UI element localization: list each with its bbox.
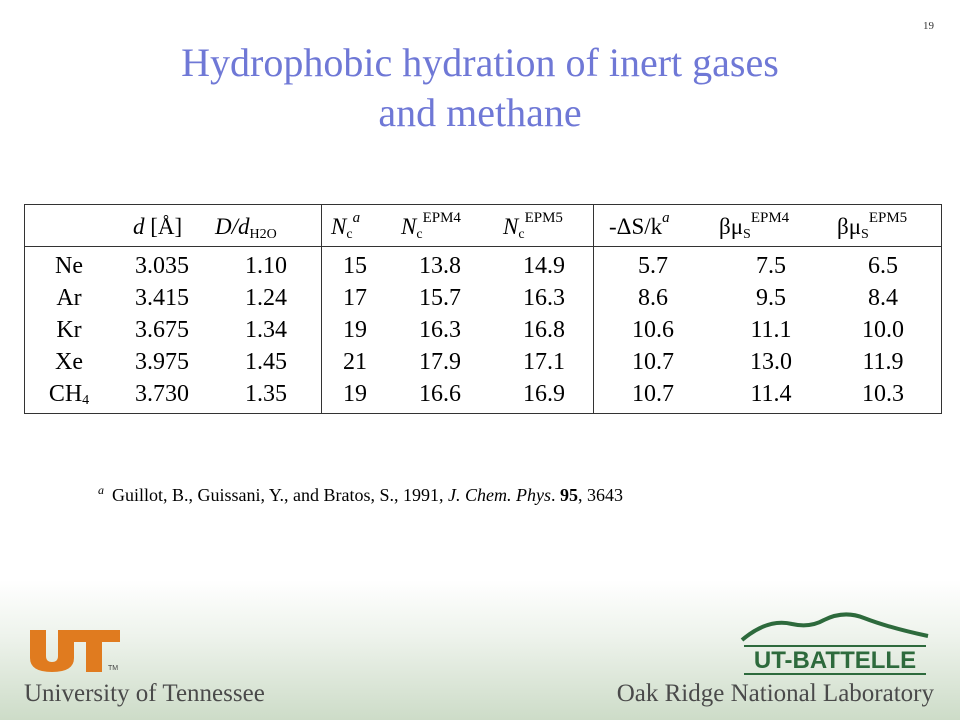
cell-d: 3.675 (135, 317, 189, 343)
citation-authors: Guillot, B., Guissani, Y., and Bratos, S., 1991, (112, 485, 444, 505)
header-divider (25, 246, 941, 247)
header-d-symbol: d (133, 214, 145, 239)
header-nc-epm5 (503, 209, 563, 245)
cell-beta-epm5: 10.3 (862, 381, 904, 407)
cell-d: 3.415 (135, 285, 189, 311)
data-table (24, 204, 942, 414)
cell-gas (39, 378, 99, 410)
cell-nc: 19 (343, 381, 367, 407)
cell-nc-epm4: 16.6 (419, 381, 461, 407)
gas-symbol: Xe (55, 349, 83, 375)
cell-beta-epm5: 8.4 (868, 285, 898, 311)
cell-nc-epm5: 17.1 (523, 349, 565, 375)
header-entropy-symbol: -ΔS/k (609, 214, 663, 239)
title-line-2: and methane (378, 90, 582, 135)
cell-nc: 21 (343, 349, 367, 375)
table-row (25, 378, 941, 410)
cell-d: 3.975 (135, 349, 189, 375)
cell-d: 3.730 (135, 381, 189, 407)
lab-name: Oak Ridge National Laboratory (616, 680, 934, 707)
table-row (25, 250, 941, 282)
header-nc-epm5-symbol: N (503, 214, 519, 239)
cell-beta-epm4: 13.0 (750, 349, 792, 375)
cell-d-ratio: 1.24 (245, 285, 287, 311)
header-d-ratio-symbol: D/d (215, 214, 250, 239)
header-beta-epm5-sub: S (861, 227, 869, 242)
citation (98, 483, 623, 506)
title-line-1: Hydrophobic hydration of inert gases (181, 40, 779, 85)
header-nc-sub: c (346, 227, 353, 242)
cell-beta-epm4: 11.1 (750, 317, 792, 343)
cell-nc-epm4: 15.7 (419, 285, 461, 311)
header-beta-epm4 (719, 209, 789, 245)
gas-symbol: Kr (56, 317, 82, 343)
citation-volume: 95 (560, 485, 578, 505)
cell-d: 3.035 (135, 253, 189, 279)
cell-beta-epm5: 11.9 (862, 349, 904, 375)
slide-footer (0, 580, 960, 720)
header-beta-epm4-sup: EPM4 (750, 210, 790, 226)
citation-separator: . (551, 485, 556, 505)
cell-beta-epm5: 6.5 (868, 253, 898, 279)
cell-gas (39, 250, 99, 282)
gas-subscript: 4 (82, 393, 90, 408)
header-beta-epm4-sub: S (743, 227, 751, 242)
header-nc-epm4 (401, 209, 461, 245)
table-row (25, 346, 941, 378)
cell-nc-epm5: 16.8 (523, 317, 565, 343)
citation-marker: a (98, 483, 104, 497)
gas-symbol: Ne (55, 253, 83, 279)
cell-entropy: 10.7 (632, 381, 674, 407)
cell-nc-epm4: 16.3 (419, 317, 461, 343)
cell-d-ratio: 1.10 (245, 253, 287, 279)
table-row (25, 314, 941, 346)
header-nc-sup: a (352, 210, 361, 226)
cell-nc-epm4: 17.9 (419, 349, 461, 375)
cell-nc-epm5: 16.9 (523, 381, 565, 407)
cell-entropy: 10.6 (632, 317, 674, 343)
university-name: University of Tennessee (24, 680, 265, 707)
cell-entropy: 5.7 (638, 253, 668, 279)
header-nc-symbol: N (331, 214, 347, 239)
cell-gas (39, 346, 99, 378)
slide-title (0, 38, 960, 138)
header-nc-epm4-sub: c (416, 227, 423, 242)
header-nc-epm5-sup: EPM5 (524, 210, 563, 226)
header-d-ratio (215, 209, 277, 245)
cell-d-ratio: 1.45 (245, 349, 287, 375)
cell-d-ratio: 1.35 (245, 381, 287, 407)
header-beta-epm5 (837, 209, 907, 245)
gas-symbol: CH (48, 381, 83, 407)
header-beta-epm4-symbol: βμ (719, 214, 744, 239)
cell-beta-epm5: 10.0 (862, 317, 904, 343)
header-beta-epm5-symbol: βμ (837, 214, 862, 239)
citation-pages: , 3643 (578, 485, 623, 505)
cell-entropy: 8.6 (638, 285, 668, 311)
cell-d-ratio: 1.34 (245, 317, 287, 343)
cell-nc: 17 (343, 285, 367, 311)
header-entropy (609, 209, 670, 245)
cell-nc: 15 (343, 253, 367, 279)
cell-beta-epm4: 9.5 (756, 285, 786, 311)
cell-nc-epm4: 13.8 (419, 253, 461, 279)
header-nc (331, 209, 360, 245)
gas-symbol: Ar (56, 285, 82, 311)
cell-entropy: 10.7 (632, 349, 674, 375)
ut-logo-tm: TM (108, 665, 119, 672)
cell-gas (39, 282, 99, 314)
cell-gas (39, 314, 99, 346)
header-entropy-sup: a (662, 210, 670, 226)
cell-nc-epm5: 14.9 (523, 253, 565, 279)
slide-number: 19 (923, 20, 934, 32)
citation-journal: J. Chem. Phys (448, 485, 551, 505)
header-nc-epm5-sub: c (518, 227, 525, 242)
table-row (25, 282, 941, 314)
cell-nc-epm5: 16.3 (523, 285, 565, 311)
cell-nc: 19 (343, 317, 367, 343)
cell-beta-epm4: 11.4 (750, 381, 792, 407)
ut-battelle-logo (740, 610, 930, 676)
ut-battelle-logo-text: UT-BATTELLE (753, 647, 917, 674)
header-d (133, 209, 182, 245)
header-d-ratio-sub: H2O (249, 227, 277, 242)
header-beta-epm5-sup: EPM5 (868, 210, 908, 226)
header-nc-epm4-sup: EPM4 (422, 210, 461, 226)
header-nc-epm4-symbol: N (401, 214, 417, 239)
header-d-unit: [Å] (150, 214, 183, 239)
ut-logo (28, 628, 124, 674)
cell-beta-epm4: 7.5 (756, 253, 786, 279)
